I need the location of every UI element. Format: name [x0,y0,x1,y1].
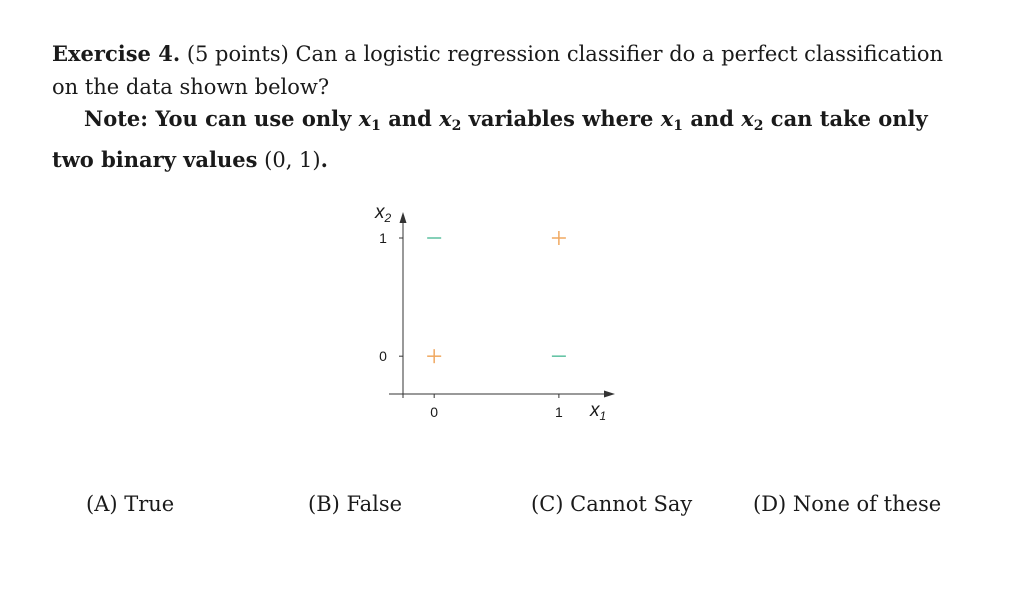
binary-values: (0, 1) [264,148,321,172]
y-tick-label: 1 [379,230,387,246]
x-tick-label: 1 [554,404,563,420]
note-text-c: can take only two binary values [52,106,928,172]
option-b[interactable]: (B) False [308,492,403,516]
exercise-note: Note: You can use only $x_1$ and $x_2$ variables where $x_1$ and $x_2$ can take only two binary values (0, 1). [52,106,928,172]
option-a[interactable]: (A) True [86,492,175,516]
exercise-text: (5 points) Can a logistic regression classifier do a perfect classification on the data shown below? [52,42,944,99]
var-x1: $x_1$ [358,106,381,134]
y-tick-label: 0 [379,348,387,365]
exercise-label: Exercise 4. [52,41,181,66]
plus-point [552,231,566,245]
plus-point [427,349,441,363]
note-label: Note: [84,106,149,131]
var-x2: $x_2$ [439,106,462,134]
y-axis-arrow [400,212,407,223]
x-tick-label: 0 [430,404,439,420]
note-text-a: You can use only [155,106,352,131]
var-x1-again: $x_1$ [660,106,683,134]
note-text-b: variables where [468,106,654,131]
x-axis-arrow [604,391,615,398]
var-x2-again: $x_2$ [741,106,764,134]
y-axis-label: $x_2$ [375,202,392,225]
option-d[interactable]: (D) None of these [753,492,942,516]
option-c[interactable]: (C) Cannot Say [531,492,693,516]
x-axis-label: $x_1$ [590,400,607,423]
